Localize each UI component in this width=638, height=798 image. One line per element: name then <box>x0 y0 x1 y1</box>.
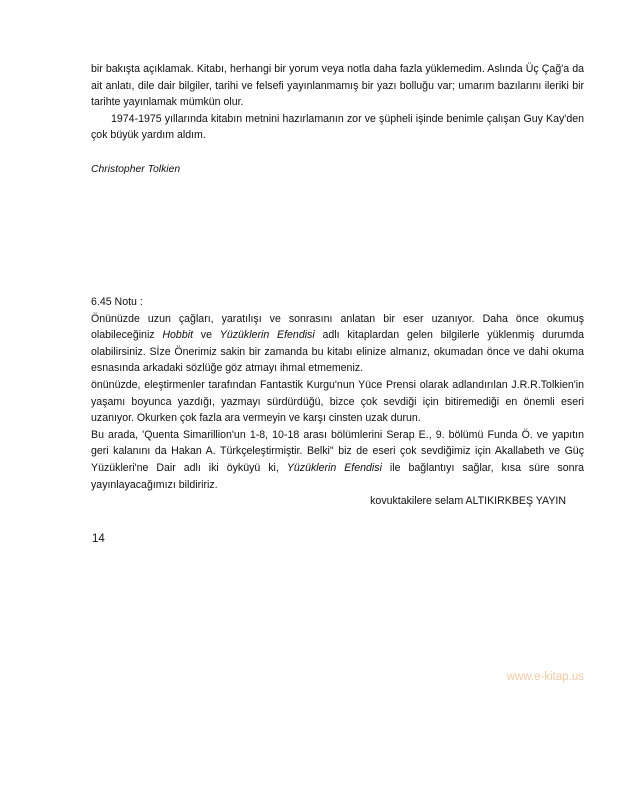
notes-p3-start: Bu arada, 'Quenta Simarillion'un 1-8, 10-18 arası bölümlerini Serap E., 9. bölümü Funda Ö. ve yapıtın geri kalanını da Hakan A. Türkçeleştirmiştir. Belki" biz de eseri çok sevdiğimiz için Akallabeth ve Güç Yüzükleri'ne Dair adlı iki öyküyü ki, <box>91 428 584 474</box>
book-title-lotr: Yüzüklerin Efendisi <box>219 329 315 342</box>
page-number: 14 <box>92 533 105 545</box>
notes-paragraph-3 <box>91 427 584 493</box>
watermark-link[interactable]: www.e-kitap.us <box>506 671 584 683</box>
notes-p3-end: ile bağlantıyı sağlar, kısa süre sonra yayınlayacağımızı bildiririz. <box>91 461 584 491</box>
notes-p1-start: Önünüzde uzun çağları, yaratılışı ve sonrasını anlatan bir eser uzanıyor. Daha önce okumuş olabileceğiniz <box>91 312 584 342</box>
notes-p1-end: adlı kitaplardan gelen bilgilerle yüklenmiş durumda olabilirsiniz. Sİze Önerimiz sakin bir zamanda bu kitabı elinize almanız, okumadan önce ve dahi okuma esnasında arkadaki sözlüğe göz atmayı ihmal etmemeniz. <box>91 329 585 375</box>
notes-paragraph-2: önünüzde, eleştirmenler tarafından Fantastik Kurgu'nun Yüce Prensi olarak adlandırılan J.R.R.Tolkien'in yaşamı boyunca yazdığı, yazmayı sürdürdüğü, bizce çok sevdiği için bitiremediği en önemli eseri uzanıyor. Okurken çok fazla ara vermeyin ve karşı cinsten uzak durun. <box>91 378 584 425</box>
intro-paragraph-1: bir bakışta açıklamak. Kitabı, herhangi bir yorum veya notla daha fazla yüklemedim. Aslında Üç Çağ'a da ait anlatı, dile dair bilgiler, tarihi ve felsefi yayınlanmamış bir yazı bolluğu var; umarım bazılarını ileriki bir tarihte yayınlamak mümkün olur. <box>91 63 584 109</box>
book-title-lotr-2: Yüzüklerin Efendisi <box>286 461 382 474</box>
author-signature: Christopher Tolkien <box>91 164 181 175</box>
intro-paragraph-2: 1974-1975 yıllarında kitabın metnini hazırlamanın zor ve şüpheli işinde benimle çalışan Guy Kay'den çok büyük yardım aldım. <box>91 112 584 142</box>
translator-notes <box>91 294 584 510</box>
intro-section <box>91 61 584 144</box>
book-title-hobbit: Hobbit <box>162 329 194 342</box>
notes-paragraph-1 <box>91 311 584 377</box>
closing-greeting: kovuktakilere selam ALTIKIRKBEŞ YAYIN <box>370 495 566 508</box>
notes-heading: 6.45 Notu : <box>91 296 143 308</box>
notes-p1-and: ve <box>193 329 220 342</box>
